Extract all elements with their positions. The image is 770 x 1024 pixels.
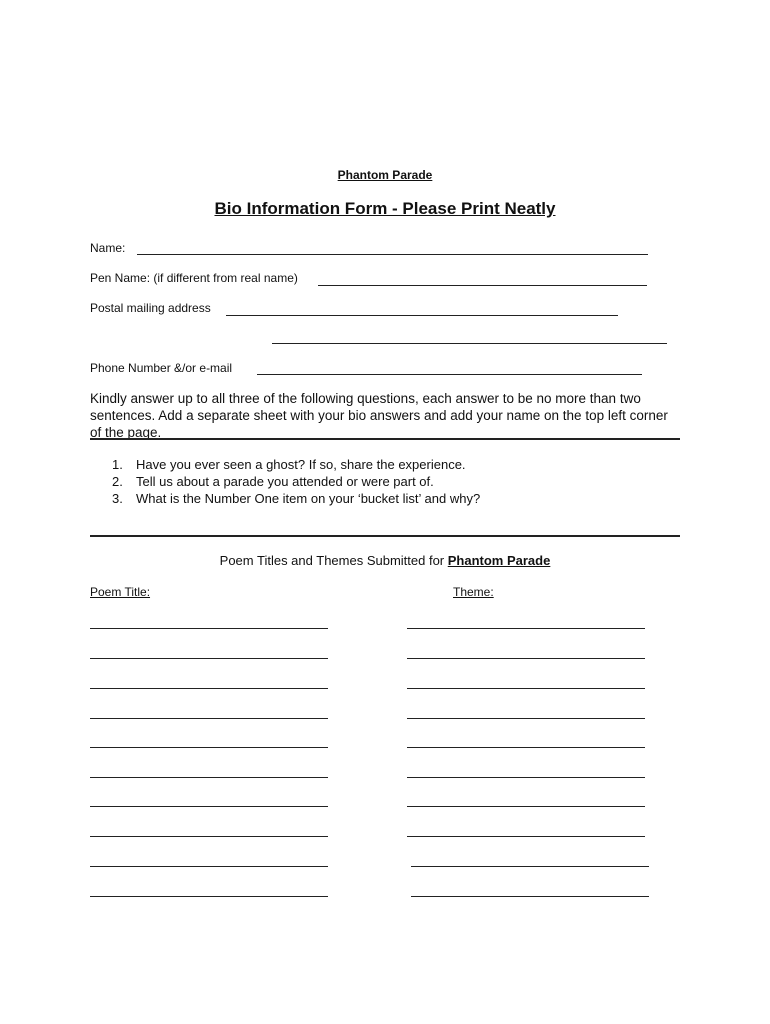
instructions-text: Kindly answer up to all three of the following questions, each answer to be no more than two sentences. Add a separate sheet with your bio answers and add your name on the top left corner of the page. xyxy=(90,391,668,440)
poem-title-line[interactable] xyxy=(90,777,328,778)
question-number: 3. xyxy=(112,491,123,506)
poem-title-line[interactable] xyxy=(90,628,328,629)
question-item xyxy=(112,456,480,473)
poem-heading-prefix: Poem Titles and Themes Submitted for xyxy=(219,553,448,568)
name-label: Name: xyxy=(90,241,126,255)
poem-title-line[interactable] xyxy=(90,718,328,719)
question-number: 1. xyxy=(112,457,123,472)
theme-line[interactable] xyxy=(411,896,649,897)
question-item xyxy=(112,473,480,490)
theme-line[interactable] xyxy=(407,806,645,807)
theme-line[interactable] xyxy=(407,628,645,629)
poem-heading-bold: Phantom Parade xyxy=(447,553,551,568)
theme-line[interactable] xyxy=(407,658,645,659)
divider-top xyxy=(90,438,680,440)
poem-section-heading xyxy=(0,553,770,569)
poem-title-column-header: Poem Title: xyxy=(90,585,151,599)
question-text: Tell us about a parade you attended or were part of. xyxy=(136,474,434,489)
theme-line[interactable] xyxy=(407,688,645,689)
poem-title-line[interactable] xyxy=(90,866,328,867)
theme-line[interactable] xyxy=(407,836,645,837)
header-title: Phantom Parade xyxy=(337,168,433,182)
poem-title-line[interactable] xyxy=(90,806,328,807)
poem-title-line[interactable] xyxy=(90,836,328,837)
theme-line[interactable] xyxy=(407,747,645,748)
poem-title-line[interactable] xyxy=(90,658,328,659)
divider-bottom xyxy=(90,535,680,537)
question-text: Have you ever seen a ghost? If so, share the experience. xyxy=(136,457,466,472)
name-line[interactable] xyxy=(137,254,648,255)
question-number: 2. xyxy=(112,474,123,489)
postal-line-2[interactable] xyxy=(272,343,667,344)
phone-label: Phone Number &/or e-mail xyxy=(90,361,233,375)
poem-title-line[interactable] xyxy=(90,747,328,748)
postal-line-1[interactable] xyxy=(226,315,618,316)
form-title: Bio Information Form - Please Print Neatly xyxy=(214,199,556,218)
question-text: What is the Number One item on your ‘bucket list’ and why? xyxy=(136,491,481,506)
theme-line[interactable] xyxy=(411,866,649,867)
poem-title-line[interactable] xyxy=(90,688,328,689)
pen-name-label: Pen Name: (if different from real name) xyxy=(90,271,298,285)
question-item xyxy=(112,490,480,507)
theme-line[interactable] xyxy=(407,718,645,719)
question-list xyxy=(112,456,480,507)
pen-name-line[interactable] xyxy=(318,285,647,286)
theme-line[interactable] xyxy=(407,777,645,778)
phone-line[interactable] xyxy=(257,374,642,375)
postal-label: Postal mailing address xyxy=(90,301,211,315)
poem-title-line[interactable] xyxy=(90,896,328,897)
theme-column-header: Theme: xyxy=(453,585,494,599)
